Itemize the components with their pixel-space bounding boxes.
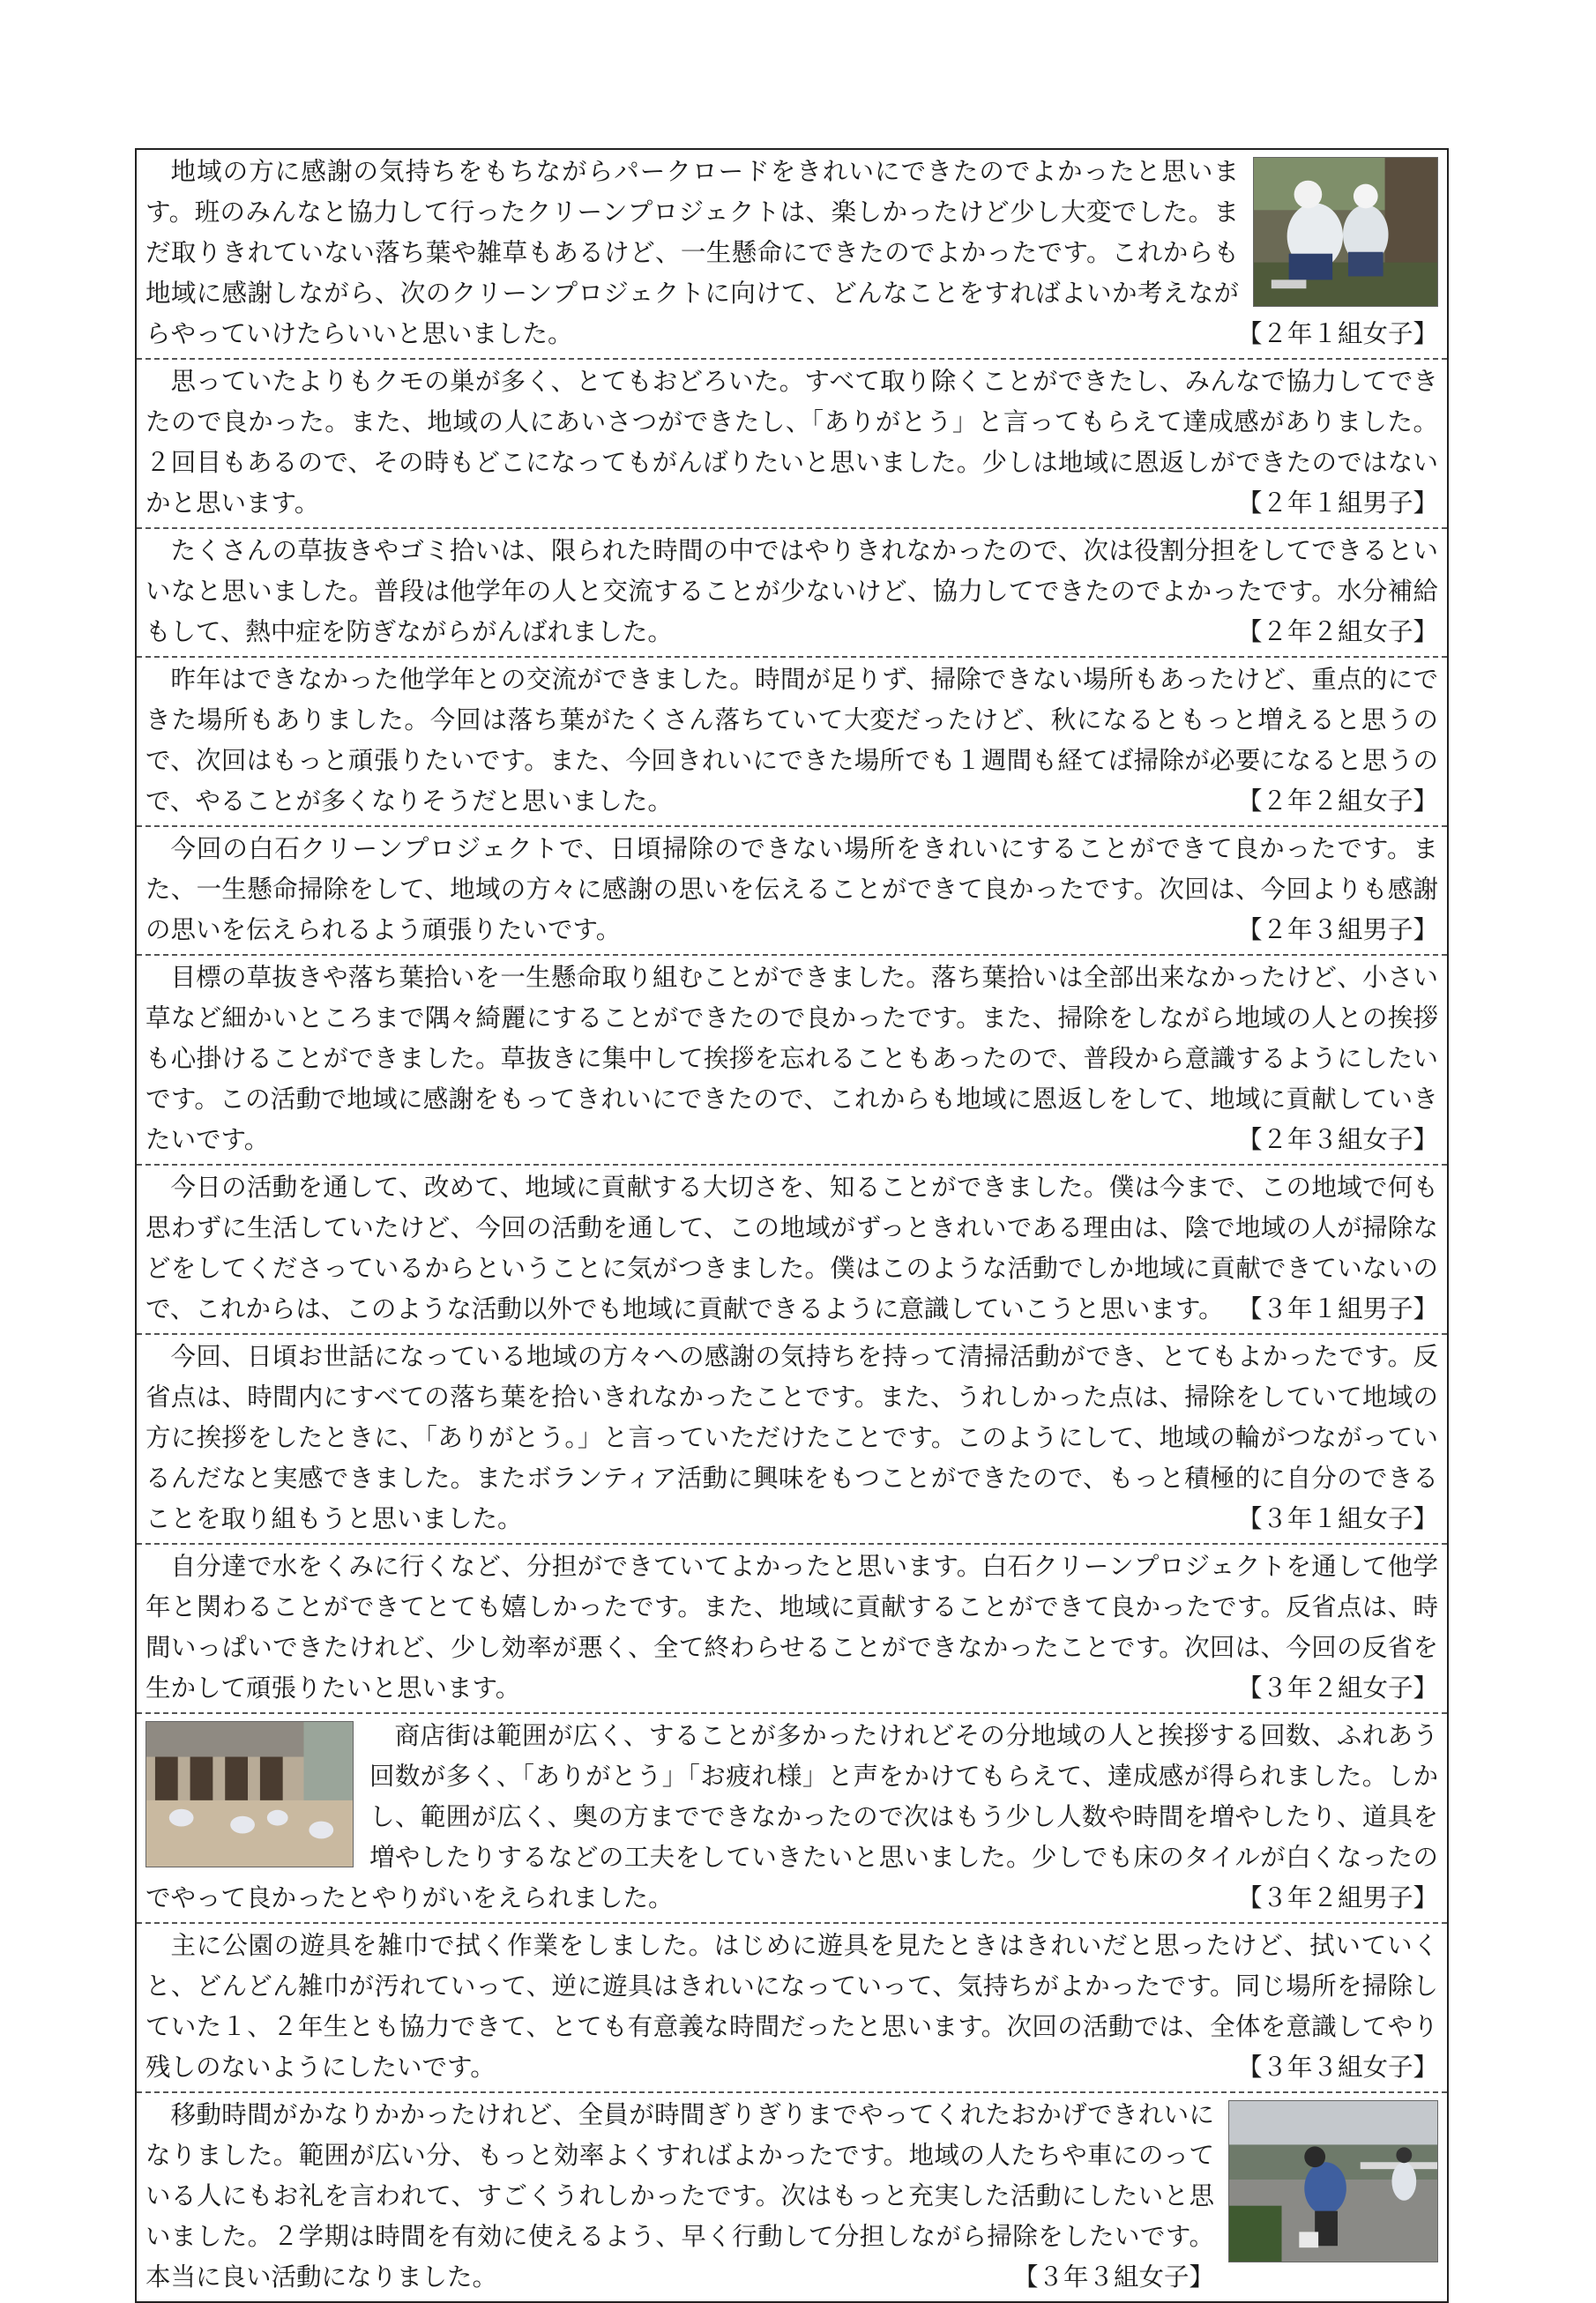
entry-2-3-girl — [137, 956, 1447, 1166]
entry-text: 移動時間がかなりかかったけれど、全員が時間ぎりぎりまでやってくれたおかげできれいになりました。範囲が広い分、もっと効率よくすればよかったです。地域の人たちや車にのっている人にもお礼を言われて、すごくうれしかったです。次はもっと充実した活動にしたいと思いました。２学期は時間を有効に使えるよう、早く行動して分担しながら掃除をしたいです。本当に良い活動になりました。 — [145, 2100, 1214, 2292]
entry-text: 思っていたよりもクモの巣が多く、とてもおどろいた。すべて取り除くことができたし、みんなで協力してできたので良かった。また、地域の人にあいさつができたし、「ありがとう」と言ってもらえて達成感がありました。２回目もあるので、その時もどこになってもがんばりたいと思いました。少しは地域に恩返しができたのではないかと思います。 — [145, 367, 1438, 518]
entry-2-3-boy — [137, 827, 1447, 956]
entry-3-3-girl — [137, 1924, 1447, 2093]
entry-text: 目標の草抜きや落ち葉拾いを一生懸命取り組むことができました。落ち葉拾いは全部出来なかったけど、小さい草など細かいところまで隅々綺麗にすることができたので良かったです。また、掃除をしながら地域の人との挨拶も心掛けることができました。草抜きに集中して挨拶を忘れることもあったので、普段から意識するようにしたいです。この活動で地域に感謝をもってきれいにできたので、これからも地域に恩返しをして、地域に貢献していきたいです。 — [145, 963, 1438, 1154]
entry-text: 今回、日頃お世話になっている地域の方々への感謝の気持ちを持って清掃活動ができ、とてもよかったです。反省点は、時間内にすべての落ち葉を拾いきれなかったことです。また、うれしかった点は、掃除をしていて地域の方に挨拶をしたときに、「ありがとう。」と言っていただけたことです。このようにして、地域の輪がつながっているんだなと実感できました。またボランティア活動に興味をもつことができたので、もっと積極的に自分のできることを取り組もうと思いました。 — [145, 1342, 1438, 1533]
author-label: 【３年３組女子】 — [1012, 2262, 1214, 2292]
entry-text: 商店街は範囲が広く、することが多かったけれどその分地域の人と挨拶する回数、ふれあう回数が多く、「ありがとう」「お疲れ様」と声をかけてもらえて、達成感が得られました。しかし、範囲が広く、奥の方までできなかったので次はもう少し人数や時間を増やしたり、道具を増やしたりするなどの工夫をしていきたいと思いました。少しでも床のタイルが白くなったのでやって良かったとやりがいをえられました。 — [145, 1721, 1438, 1912]
author-label: 【３年１組女子】 — [1236, 1504, 1438, 1533]
author-label: 【２年３組男子】 — [1236, 915, 1438, 944]
author-label: 【２年１組女子】 — [1236, 319, 1438, 348]
entry-3-1-girl — [137, 1335, 1447, 1545]
entry-2-2-girl — [137, 529, 1447, 658]
author-label: 【２年３組女子】 — [1236, 1125, 1438, 1154]
author-label: 【２年１組男子】 — [1236, 488, 1438, 518]
entry-2-1-boy — [137, 360, 1447, 529]
students-weeding-photo — [1253, 157, 1438, 307]
entry-text: 地域の方に感謝の気持ちをもちながらパークロードをきれいにできたのでよかったと思います。班のみんなと協力して行ったクリーンプロジェクトは、楽しかったけど少し大変でした。まだ取りきれていない落ち葉や雑草もあるけど、一生懸命にできたのでよかったです。これからも地域に感謝しながら、次のクリーンプロジェクトに向けて、どんなことをすればよいか考えながらやっていけたらいいと思いました。 — [145, 157, 1239, 348]
author-label: 【３年２組男子】 — [1236, 1883, 1438, 1912]
essay-sheet — [135, 148, 1449, 2303]
author-label: 【３年１組男子】 — [1236, 1294, 1438, 1323]
entry-3-1-boy — [137, 1166, 1447, 1335]
author-label: 【２年２組女子】 — [1236, 617, 1438, 646]
author-label: 【３年３組女子】 — [1236, 2053, 1438, 2082]
entry-text: 主に公園の遊具を雑巾で拭く作業をしました。はじめに遊具を見たときはきれいだと思ったけど、拭いていくと、どんどん雑巾が汚れていって、逆に遊具はきれいになっていって、気持ちがよかったです。同じ場所を掃除していた１、２年生とも協力できて、とても有意義な時間だったと思います。次回の活動では、全体を意識してやり残しのないようにしたいです。 — [145, 1931, 1438, 2082]
entry-text: 今回の白石クリーンプロジェクトで、日頃掃除のできない場所をきれいにすることができて良かったです。また、一生懸命掃除をして、地域の方々に感謝の思いを伝えることができて良かったです。次回は、今回よりも感謝の思いを伝えられるよう頑張りたいです。 — [145, 834, 1438, 944]
entry-3-3-girl-second — [137, 2093, 1447, 2301]
entry-text: 昨年はできなかった他学年との交流ができました。時間が足りず、掃除できない場所もあったけど、重点的にできた場所もありました。今回は落ち葉がたくさん落ちていて大変だったけど、秋になるともっと増えると思うので、次回はもっと頑張りたいです。また、今回きれいにできた場所でも１週間も経てば掃除が必要になると思うので、やることが多くなりそうだと思いました。 — [145, 665, 1438, 816]
entry-2-1-girl — [137, 150, 1447, 360]
entry-3-2-girl — [137, 1545, 1447, 1714]
entry-3-2-boy — [137, 1714, 1447, 1924]
author-label: 【３年２組女子】 — [1236, 1673, 1438, 1703]
roadside-cleaning-photo — [1228, 2100, 1438, 2262]
entry-text: 今日の活動を通して、改めて、地域に貢献する大切さを、知ることができました。僕は今まで、この地域で何も思わずに生活していたけど、今回の活動を通して、この地域がずっときれいである理由は、陰で地域の人が掃除などをしてくださっているからということに気がつきました。僕はこのような活動でしか地域に貢献できていないので、これからは、このような活動以外でも地域に貢献できるように意識していこうと思います。 — [145, 1173, 1438, 1323]
entry-text: たくさんの草抜きやゴミ拾いは、限られた時間の中ではやりきれなかったので、次は役割分担をしてできるといいなと思いました。普段は他学年の人と交流することが少ないけど、協力してできたのでよかったです。水分補給もして、熱中症を防ぎながらがんばれました。 — [145, 536, 1438, 646]
entry-text: 自分達で水をくみに行くなど、分担ができていてよかったと思います。白石クリーンプロジェクトを通して他学年と関わることができてとても嬉しかったです。また、地域に貢献することができて良かったです。反省点は、時間いっぱいできたけれど、少し効率が悪く、全て終わらせることができなかったことです。次回は、今回の反省を生かして頑張りたいと思います。 — [145, 1552, 1438, 1703]
author-label: 【２年２組女子】 — [1236, 786, 1438, 816]
shopping-street-cleaning-photo — [145, 1721, 354, 1867]
entry-2-2-girl-second — [137, 658, 1447, 827]
